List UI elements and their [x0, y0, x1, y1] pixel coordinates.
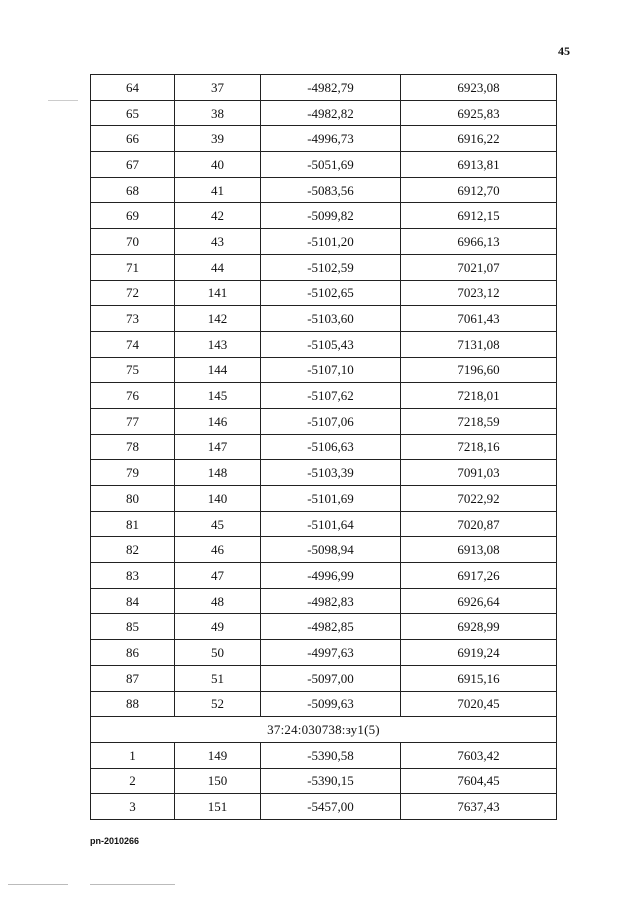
table-row — [91, 152, 557, 178]
x-coordinate-cell: -5390,15 — [261, 768, 401, 794]
y-coordinate-cell: 7218,01 — [401, 383, 557, 409]
point-number-cell: 67 — [91, 152, 175, 178]
table-row — [91, 280, 557, 306]
table-row — [91, 254, 557, 280]
x-coordinate-cell: -5102,59 — [261, 254, 401, 280]
y-coordinate-cell: 6923,08 — [401, 75, 557, 101]
vertex-number-cell: 41 — [175, 177, 261, 203]
vertex-number-cell: 49 — [175, 614, 261, 640]
vertex-number-cell: 46 — [175, 537, 261, 563]
point-number-cell: 82 — [91, 537, 175, 563]
coordinates-table-body — [91, 75, 557, 820]
x-coordinate-cell: -5105,43 — [261, 331, 401, 357]
point-number-cell: 3 — [91, 794, 175, 820]
point-number-cell: 73 — [91, 306, 175, 332]
table-row — [91, 563, 557, 589]
point-number-cell: 1 — [91, 742, 175, 768]
vertex-number-cell: 37 — [175, 75, 261, 101]
table-row — [91, 768, 557, 794]
vertex-number-cell: 141 — [175, 280, 261, 306]
point-number-cell: 69 — [91, 203, 175, 229]
vertex-number-cell: 148 — [175, 460, 261, 486]
point-number-cell: 81 — [91, 511, 175, 537]
x-coordinate-cell: -4982,82 — [261, 100, 401, 126]
x-coordinate-cell: -5101,20 — [261, 229, 401, 255]
vertex-number-cell: 45 — [175, 511, 261, 537]
point-number-cell: 65 — [91, 100, 175, 126]
y-coordinate-cell: 7218,16 — [401, 434, 557, 460]
point-number-cell: 87 — [91, 665, 175, 691]
margin-mark — [48, 100, 78, 101]
x-coordinate-cell: -5103,39 — [261, 460, 401, 486]
table-row — [91, 691, 557, 717]
x-coordinate-cell: -5097,00 — [261, 665, 401, 691]
y-coordinate-cell: 6912,70 — [401, 177, 557, 203]
point-number-cell: 88 — [91, 691, 175, 717]
table-row — [91, 383, 557, 409]
vertex-number-cell: 38 — [175, 100, 261, 126]
point-number-cell: 70 — [91, 229, 175, 255]
point-number-cell: 78 — [91, 434, 175, 460]
y-coordinate-cell: 7020,87 — [401, 511, 557, 537]
x-coordinate-cell: -5098,94 — [261, 537, 401, 563]
table-row — [91, 742, 557, 768]
table-row — [91, 588, 557, 614]
y-coordinate-cell: 7023,12 — [401, 280, 557, 306]
x-coordinate-cell: -5051,69 — [261, 152, 401, 178]
y-coordinate-cell: 7061,43 — [401, 306, 557, 332]
table-row — [91, 486, 557, 512]
table-row — [91, 434, 557, 460]
y-coordinate-cell: 7020,45 — [401, 691, 557, 717]
vertex-number-cell: 150 — [175, 768, 261, 794]
section-heading-row — [91, 717, 557, 743]
section-heading: 37:24:030738:зу1(5) — [91, 717, 557, 743]
x-coordinate-cell: -5099,63 — [261, 691, 401, 717]
y-coordinate-cell: 6913,81 — [401, 152, 557, 178]
vertex-number-cell: 39 — [175, 126, 261, 152]
vertex-number-cell: 143 — [175, 331, 261, 357]
vertex-number-cell: 149 — [175, 742, 261, 768]
point-number-cell: 2 — [91, 768, 175, 794]
x-coordinate-cell: -5107,10 — [261, 357, 401, 383]
vertex-number-cell: 43 — [175, 229, 261, 255]
table-row — [91, 357, 557, 383]
vertex-number-cell: 40 — [175, 152, 261, 178]
y-coordinate-cell: 7131,08 — [401, 331, 557, 357]
x-coordinate-cell: -4982,79 — [261, 75, 401, 101]
x-coordinate-cell: -4982,85 — [261, 614, 401, 640]
point-number-cell: 75 — [91, 357, 175, 383]
y-coordinate-cell: 6919,24 — [401, 640, 557, 666]
y-coordinate-cell: 7218,59 — [401, 408, 557, 434]
vertex-number-cell: 44 — [175, 254, 261, 280]
y-coordinate-cell: 6913,08 — [401, 537, 557, 563]
vertex-number-cell: 145 — [175, 383, 261, 409]
x-coordinate-cell: -4996,73 — [261, 126, 401, 152]
scan-artifact-line — [90, 884, 175, 885]
point-number-cell: 83 — [91, 563, 175, 589]
vertex-number-cell: 147 — [175, 434, 261, 460]
y-coordinate-cell: 7021,07 — [401, 254, 557, 280]
vertex-number-cell: 48 — [175, 588, 261, 614]
x-coordinate-cell: -5106,63 — [261, 434, 401, 460]
y-coordinate-cell: 6915,16 — [401, 665, 557, 691]
x-coordinate-cell: -5107,06 — [261, 408, 401, 434]
point-number-cell: 85 — [91, 614, 175, 640]
x-coordinate-cell: -5103,60 — [261, 306, 401, 332]
y-coordinate-cell: 6917,26 — [401, 563, 557, 589]
vertex-number-cell: 151 — [175, 794, 261, 820]
x-coordinate-cell: -5101,64 — [261, 511, 401, 537]
table-row — [91, 126, 557, 152]
point-number-cell: 64 — [91, 75, 175, 101]
point-number-cell: 77 — [91, 408, 175, 434]
table-row — [91, 614, 557, 640]
table-row — [91, 203, 557, 229]
vertex-number-cell: 142 — [175, 306, 261, 332]
y-coordinate-cell: 6928,99 — [401, 614, 557, 640]
y-coordinate-cell: 7196,60 — [401, 357, 557, 383]
vertex-number-cell: 42 — [175, 203, 261, 229]
point-number-cell: 76 — [91, 383, 175, 409]
point-number-cell: 68 — [91, 177, 175, 203]
y-coordinate-cell: 7604,45 — [401, 768, 557, 794]
point-number-cell: 74 — [91, 331, 175, 357]
y-coordinate-cell: 6926,64 — [401, 588, 557, 614]
y-coordinate-cell: 7022,92 — [401, 486, 557, 512]
vertex-number-cell: 140 — [175, 486, 261, 512]
y-coordinate-cell: 7091,03 — [401, 460, 557, 486]
table-row — [91, 537, 557, 563]
point-number-cell: 71 — [91, 254, 175, 280]
document-code: pn-2010266 — [90, 836, 140, 846]
table-row — [91, 177, 557, 203]
table-row — [91, 460, 557, 486]
table-row — [91, 408, 557, 434]
vertex-number-cell: 50 — [175, 640, 261, 666]
vertex-number-cell: 51 — [175, 665, 261, 691]
x-coordinate-cell: -4982,83 — [261, 588, 401, 614]
table-row — [91, 100, 557, 126]
table-row — [91, 75, 557, 101]
table-row — [91, 665, 557, 691]
y-coordinate-cell: 7603,42 — [401, 742, 557, 768]
x-coordinate-cell: -5101,69 — [261, 486, 401, 512]
x-coordinate-cell: -5102,65 — [261, 280, 401, 306]
x-coordinate-cell: -5083,56 — [261, 177, 401, 203]
x-coordinate-cell: -5457,00 — [261, 794, 401, 820]
x-coordinate-cell: -4997,63 — [261, 640, 401, 666]
table-row — [91, 306, 557, 332]
point-number-cell: 66 — [91, 126, 175, 152]
scan-artifact-line — [8, 884, 68, 885]
point-number-cell: 84 — [91, 588, 175, 614]
table-row — [91, 640, 557, 666]
point-number-cell: 72 — [91, 280, 175, 306]
coordinates-table — [90, 74, 557, 820]
point-number-cell: 86 — [91, 640, 175, 666]
y-coordinate-cell: 6912,15 — [401, 203, 557, 229]
table-row — [91, 229, 557, 255]
table-row — [91, 794, 557, 820]
table-row — [91, 331, 557, 357]
x-coordinate-cell: -4996,99 — [261, 563, 401, 589]
y-coordinate-cell: 6925,83 — [401, 100, 557, 126]
point-number-cell: 79 — [91, 460, 175, 486]
x-coordinate-cell: -5107,62 — [261, 383, 401, 409]
vertex-number-cell: 47 — [175, 563, 261, 589]
point-number-cell: 80 — [91, 486, 175, 512]
vertex-number-cell: 146 — [175, 408, 261, 434]
x-coordinate-cell: -5099,82 — [261, 203, 401, 229]
page-number: 45 — [558, 44, 570, 58]
table-row — [91, 511, 557, 537]
x-coordinate-cell: -5390,58 — [261, 742, 401, 768]
vertex-number-cell: 144 — [175, 357, 261, 383]
y-coordinate-cell: 7637,43 — [401, 794, 557, 820]
y-coordinate-cell: 6916,22 — [401, 126, 557, 152]
vertex-number-cell: 52 — [175, 691, 261, 717]
y-coordinate-cell: 6966,13 — [401, 229, 557, 255]
